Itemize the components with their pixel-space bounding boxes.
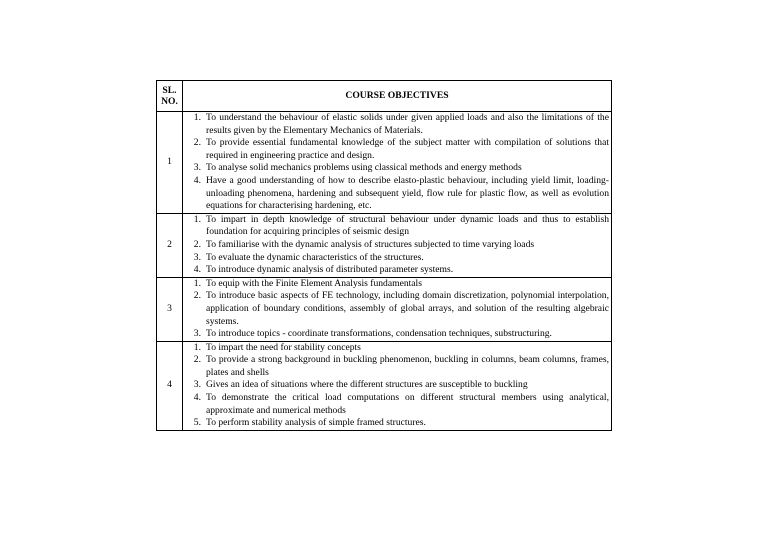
objectives-list bbox=[183, 278, 611, 341]
objective-item bbox=[183, 417, 609, 430]
objective-text: To impart in depth knowledge of structural behaviour under dynamic loads and thus to establish foundation for acquiring principles of seismic design bbox=[206, 213, 609, 238]
sl-no-header-line2: NO. bbox=[161, 96, 178, 107]
objective-item bbox=[183, 278, 609, 291]
objective-number: 2. bbox=[193, 354, 201, 366]
objective-text: To evaluate the dynamic characteristics of the structures. bbox=[206, 251, 424, 263]
objective-text: To introduce topics - coordinate transformations, condensation techniques, substructuring. bbox=[206, 328, 552, 340]
sl-number-cell: 1 bbox=[157, 112, 183, 214]
objective-item bbox=[183, 342, 609, 355]
objective-text: To analyse solid mechanics problems using classical methods and energy methods bbox=[206, 162, 522, 174]
sl-no-header bbox=[157, 81, 183, 112]
objective-text: To familiarise with the dynamic analysis of structures subjected to time varying loads bbox=[206, 238, 535, 250]
objective-item bbox=[183, 175, 609, 213]
objective-number: 1. bbox=[193, 112, 201, 123]
objective-text: Have a good understanding of how to describe elasto-plastic behaviour, including yield limit, loading-unloading phenomena, hardening and subsequent yield, flow rule for plastic flow, as well as evolution equations for characterising hardening, etc. bbox=[206, 174, 609, 212]
objective-number: 3. bbox=[193, 162, 201, 174]
objectives-list bbox=[183, 342, 611, 430]
table-body bbox=[157, 112, 612, 431]
objective-item bbox=[183, 137, 609, 162]
objective-item bbox=[183, 252, 609, 265]
objective-item bbox=[183, 239, 609, 252]
objective-text: To demonstrate the critical load computations on different structural members using analytical, approximate and numerical methods bbox=[206, 392, 609, 416]
objective-item bbox=[183, 112, 609, 137]
objective-number: 5. bbox=[193, 417, 201, 429]
table-header-row bbox=[157, 81, 612, 112]
objective-number: 3. bbox=[193, 251, 201, 263]
objective-number: 2. bbox=[193, 238, 201, 250]
objective-number: 4. bbox=[193, 392, 201, 404]
objectives-list bbox=[183, 214, 611, 277]
objective-text: Gives an idea of situations where the different structures are susceptible to buckling bbox=[206, 379, 528, 391]
objective-number: 1. bbox=[193, 277, 201, 289]
objectives-cell bbox=[183, 213, 612, 277]
objectives-cell bbox=[183, 277, 612, 341]
table-row bbox=[157, 277, 612, 341]
objectives-cell bbox=[183, 341, 612, 430]
objective-item bbox=[183, 354, 609, 379]
objective-number: 4. bbox=[193, 264, 201, 276]
objective-item bbox=[183, 162, 609, 175]
objective-number: 2. bbox=[193, 290, 201, 302]
objective-number: 4. bbox=[193, 174, 201, 186]
objective-item bbox=[183, 379, 609, 392]
objective-text: To introduce dynamic analysis of distributed parameter systems. bbox=[206, 264, 454, 276]
table-row bbox=[157, 213, 612, 277]
objective-item bbox=[183, 214, 609, 239]
objective-number: 2. bbox=[193, 137, 201, 149]
objective-item bbox=[183, 264, 609, 277]
course-objectives-header: COURSE OBJECTIVES bbox=[183, 81, 612, 112]
sl-number-cell: 4 bbox=[157, 341, 183, 430]
objectives-list bbox=[183, 112, 611, 213]
objective-text: To perform stability analysis of simple framed structures. bbox=[206, 417, 426, 429]
objective-number: 1. bbox=[193, 213, 201, 225]
course-objectives-table bbox=[156, 80, 612, 431]
objective-item bbox=[183, 392, 609, 417]
objective-number: 3. bbox=[193, 328, 201, 340]
objective-item bbox=[183, 290, 609, 328]
objective-text: To equip with the Finite Element Analysis fundamentals bbox=[206, 277, 422, 289]
table-row bbox=[157, 341, 612, 430]
objective-text: To provide a strong background in buckling phenomenon, buckling in columns, beam columns, frames, plates and shells bbox=[206, 354, 609, 378]
sl-number-cell: 2 bbox=[157, 213, 183, 277]
objective-text: To understand the behaviour of elastic solids under given applied loads and also the limitations of the results given by the Elementary Mechanics of Materials. bbox=[206, 112, 609, 136]
sl-no-header-line1: SL. bbox=[162, 85, 177, 96]
sl-number-cell: 3 bbox=[157, 277, 183, 341]
objective-text: To impart the need for stability concepts bbox=[206, 341, 361, 353]
objective-text: To provide essential fundamental knowledge of the subject matter with compilation of solutions that required in engineering practice and design. bbox=[206, 137, 609, 161]
objective-number: 1. bbox=[193, 341, 201, 353]
objective-item bbox=[183, 328, 609, 341]
objectives-cell bbox=[183, 112, 612, 214]
table-row bbox=[157, 112, 612, 214]
objective-text: To introduce basic aspects of FE technology, including domain discretization, polynomial interpolation, application of boundary conditions, assembly of global arrays, and solution of the resulting algebraic systems. bbox=[206, 290, 609, 327]
objective-number: 3. bbox=[193, 379, 201, 391]
